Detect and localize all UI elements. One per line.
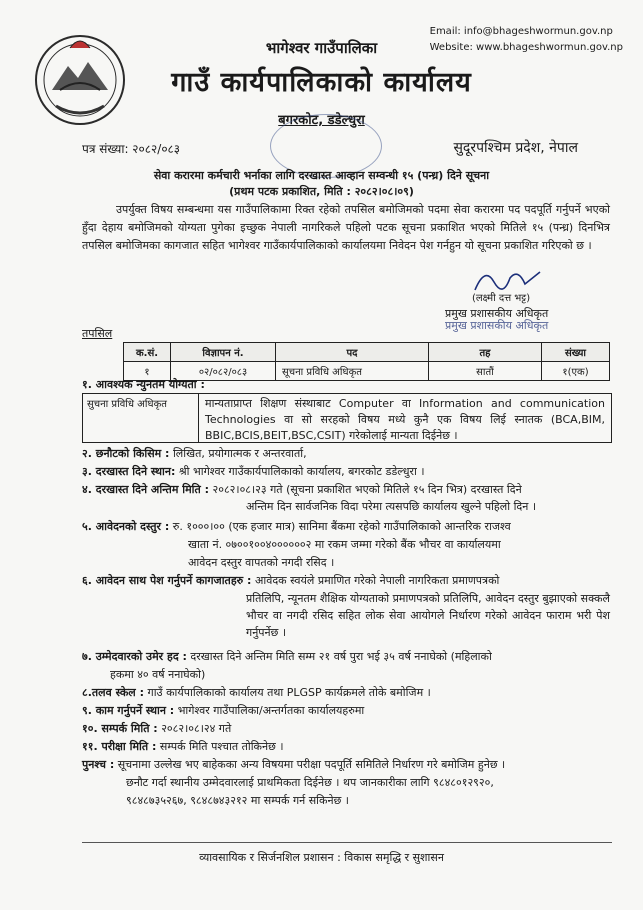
section-9 [82,702,364,719]
section-7 [82,648,610,665]
table-header-cell: पद [276,343,429,362]
municipality-name: भागेश्वर गाउँपालिका [265,39,378,57]
province-name: सुदूरपश्चिम प्रदेश, नेपाल [453,140,578,156]
table-cell: १(एक) [542,362,610,381]
section-text: भागेश्वर गाउँपालिका/अन्तर्गतका कार्यालयहरुमा [177,704,365,717]
section-5-cont: आवेदन दस्तुर वापतको नगदी रसिद । [188,556,335,569]
table-cell: ०२/०८२/०८३ [171,362,276,381]
table-cell: सूचना प्रविधि अधिकृत [276,362,429,381]
office-location: बगरकोट, डडेल्धुरा [278,113,365,128]
reference-number: पत्र संख्या: २०८२/०८३ [82,142,181,156]
note [82,756,505,773]
table-header-cell: तह [429,343,542,362]
qualification-text: मान्यताप्राप्त शिक्षण संस्थाबाट Computer वा Information and communication Technologies वा सो सरहको विषय मध्ये कुनै एक विषय लिई स्नातक (BCA,BIM, BBIC,BCIS,BEIT,BSC,CSIT) गरेकोलाई मान्यता दिईनेछ । [205,397,605,442]
notice-title: सेवा करारमा कर्मचारी भर्नाका लागि दरखास्त आव्हान सम्वन्धी १५ (पन्ध्र) दिने सूचना [153,169,490,182]
qualification-box [82,393,612,443]
signatory-name: (लक्ष्मी दत्त भट्ट) [472,293,531,304]
section-10 [82,720,231,737]
section-8 [82,684,431,701]
section-5-cont: खाता नं. ०७००१००४००००००२ मा रकम जम्मा गरेको बैंक भौचर वा कार्यालयमा [188,538,501,551]
section-text: लिखित, प्रयोगात्मक र अन्तरवार्ता, [172,447,307,460]
notice-body: उपर्युक्त विषय सम्बन्धमा यस गाउँपालिकामा रिक्त रहेको तपसिल बमोजिमको पदमा सेवा करारमा पद पदपूर्ति गर्नुपर्ने भएको हुँदा देहाय बमोजिमको योग्यता पुगेका इच्छुक नेपाली नागरिकले पहिलो पटक सूचना प्रकाशित भएको मितिले १५ (पन्ध्र) दिनभित्र तपसिल बमोजिमका कागजात सहित भागेश्वर गाउँकार्यपालिकाको कार्यालयमा निवेदन पेश गर्नहुन यो सूचना प्रकाशित गरिएको छ । [82,203,610,252]
section-label: ६. आवेदन साथ पेश गर्नुपर्ने कागजातहरु : [82,574,252,587]
section-text: गाउँ कार्यपालिकाको कार्यालय तथा PLGSP कार्यक्रमले तोके बमोजिम । [147,686,431,699]
section-text: सूचनामा उल्लेख भए बाहेकका अन्य विषयमा परीक्षा पदपूर्ति समितिले निर्धारण गरे बमोजिम हुनेछ । [117,758,506,771]
table-header-cell: क.सं. [124,343,171,362]
section-text: सम्पर्क मिति पश्चात तोकिनेछ । [159,740,284,753]
section-6-cont: प्रतिलिपि, न्यूनतम शैक्षिक योग्यताको प्रमाणपत्रको प्रतिलिपि, आवेदन दस्तुर बुझाएको सक्कलै भौचर वा नगदी रसिद सहित लोक सेवा आयोगले निर्धारण गरेको आवेदन फाराम भरी पेश गर्नुपर्नेछ । [246,592,610,639]
section-label: ३. दरखास्त दिने स्थान: [82,465,176,478]
section-label: ७. उम्मेदवारको उमेर हद : [82,650,187,663]
section-label: ११. परीक्षा मिति : [82,740,157,753]
notice-subtitle: (प्रथम पटक प्रकाशित, मिति : २०८२।०८।०९) [229,185,414,198]
table-header-cell: संख्या [542,343,610,362]
section-2 [82,445,307,462]
section-text: २०८२।०८।२४ गते [161,722,232,735]
section-text: श्री भागेश्वर गाउँकार्यपालिकाको कार्यालय, बगरकोट डडेल्धुरा । [178,465,425,478]
section-6 [82,572,499,589]
table-header-row [124,343,610,362]
office-name: गाउँ कार्यपालिकाको कार्यालय [171,67,472,98]
section-text: आवेदक स्वयंले प्रमाणित गरेको नेपाली नागरिकता प्रमाणपत्रको [254,574,500,587]
section-11 [82,738,284,755]
signatory-stamp: प्रमुख प्रशासकीय अधिकृत [445,319,549,332]
section-7-cont: हकमा ४० वर्ष ननाघेको) [110,668,206,681]
signatory-role: प्रमुख प्रशासकीय अधिकृत [445,307,549,320]
contact-website: Website: www.bhageshwormun.gov.np [429,42,623,53]
section-text: दरखास्त दिने अन्तिम मिति सम्म २१ वर्ष पुरा भई ३५ वर्ष ननाघेको (महिलाको [190,650,492,663]
footer-divider [82,842,612,843]
section-text: २०८२।०८।२३ गते (सूचना प्रकाशित भएको मितिले १५ दिन भित्र) दरखास्त दिने [212,483,522,496]
note-cont: ९८४८७३५२६७, ९८४८७४३२१२ मा सम्पर्क गर्न सकिनेछ । [126,794,349,807]
table-cell: १ [124,362,171,381]
section-label: ९. काम गर्नुपर्ने स्थान : [82,704,175,717]
section-label: ५. आवेदनको दस्तुर : [82,520,170,533]
section-label: १०. सम्पर्क मिति : [82,722,158,735]
section-label: पुनश्च : [82,758,115,771]
section-5 [82,518,511,535]
section-label: १. आवश्यक न्युनतम योग्यता : [82,378,205,391]
table-header-cell: विज्ञापन नं. [171,343,276,362]
section-label: ८.तलव स्केल : [82,686,144,699]
note-cont: छनौट गर्दा स्थानीय उम्मेदवारलाई प्राथमिकता दिईनेछ । थप जानकारीका लागि ९८४८०१२९२०, [126,776,494,789]
section-label: २. छनौटको किसिम : [82,447,170,460]
section-label: ४. दरखास्त दिने अन्तिम मिति : [82,483,210,496]
section-text: रु. १०००।०० (एक हजार मात्र) सानिमा बैंकमा रहेको गाउँपालिकाको आन्तरिक राजश्व [172,520,511,533]
qualification-post: सुचना प्रविधि अधिकृत [83,394,199,442]
section-1-label [82,376,205,393]
table-cell: सातौं [429,362,542,381]
tapasil-label: तपसिल [82,327,113,340]
section-4-cont: अन्तिम दिन सार्वजनिक विदा परेमा त्यसपछि कार्यालय खुल्ने पहिलो दिन । [246,500,537,513]
section-3 [82,463,425,480]
footer-slogan: व्यावसायिक र सिर्जनशिल प्रशासन : विकास समृद्धि र सुशासन [199,851,444,864]
contact-email: Email: info@bhageshwormun.gov.np [429,26,613,37]
section-4 [82,481,522,498]
